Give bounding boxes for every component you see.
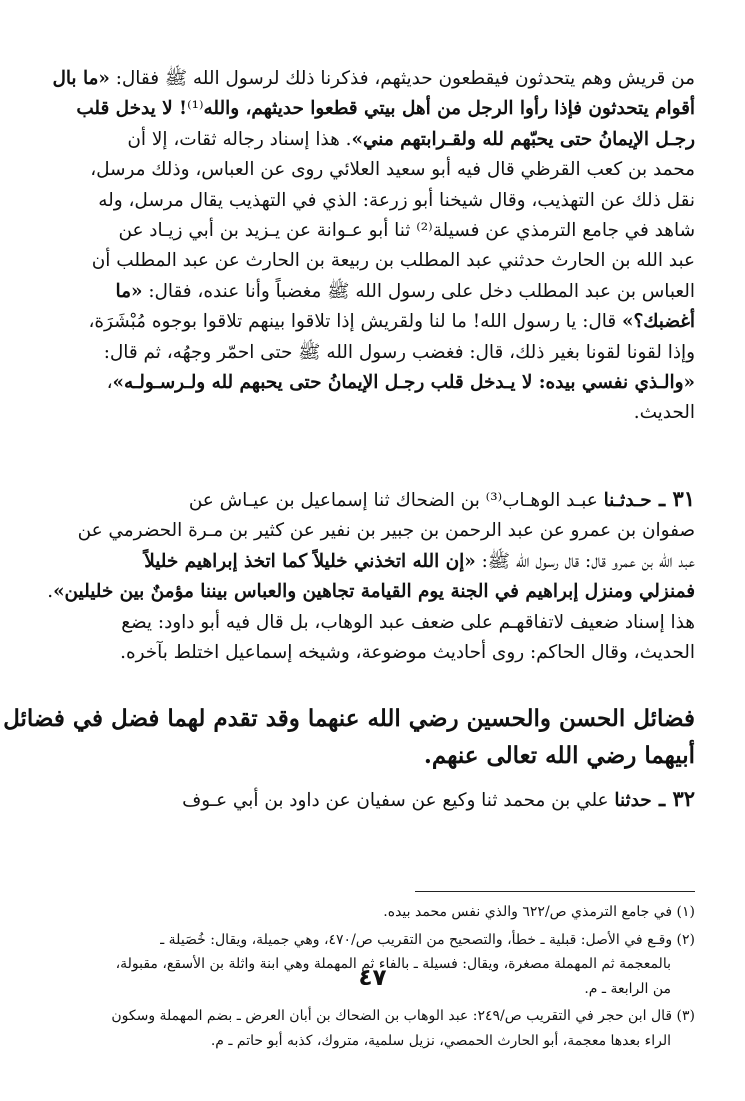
- text-line: [70, 216, 695, 246]
- section-heading: [3, 700, 695, 774]
- text-line: [70, 516, 695, 546]
- text-segment: .: [47, 581, 54, 603]
- text-segment: هذا إسناد ضعيف لاتفاقهـم على ضعف عبد الوهاب، بل قال فيه أبو داود: يضع: [121, 611, 695, 633]
- text-segment: من قريش وهم يتحدثون فيقطعون حديثهم، فذكرنا ذلك لرسول الله ﷺ فقال:: [109, 68, 695, 89]
- footnote-line: (٢) وقـع في الأصل: قبلية ـ خطأ، والتصحيح من التقريب ص/٤٧٠، وهي جميلة، ويقال: خُصَيلة ـ: [160, 931, 695, 948]
- heading-line-1: فضائل الحسن والحسين رضي الله عنهما وقد تقدم لهما فضل في فضائل: [3, 705, 695, 732]
- bold-text: فمنزلي ومنزل إبراهيم في الجنة يوم القيامة تجاهين والعباس بيننا مؤمنٌ بين خليلين»: [53, 581, 695, 603]
- text-segment: قال: يا رسول الله! ما لنا ولقريش إذا تلاقوا بينهم تلاقوا بوجوه مُبْشَرَة،: [88, 311, 623, 333]
- bold-text: حـدثـنا: [603, 490, 652, 511]
- text-segment: الحديث، وقال الحاكم: روى أحاديث موضوعة، وشيخه إسماعيل اختلط بآخره.: [120, 642, 695, 664]
- footnote-line: الراء بعدها معجمة، أبو الحارث الحمصي، نزيل سلمية، متروك، كذبه أبو حاتم ـ م.: [210, 1032, 671, 1049]
- hadith-number: ٣١ ـ: [651, 486, 695, 511]
- footnote-line: (١) في جامع الترمذي ص/٦٢٢ والذي نفس محمد بيده.: [383, 904, 695, 920]
- footnote: [70, 900, 695, 925]
- footnote-line: بالمعجمة ثم المهملة مصغرة، ويقال: فسيلة ـ بالفاء ثم المهملة وهي ابنة واثلة بن الأسقع، مقبولة،: [115, 956, 671, 972]
- text-segment: محمد بن كعب القرظي قال فيه أبو سعيد العلائي روى عن العباس، وذلك مرسل،: [90, 159, 695, 181]
- text-line: [70, 307, 695, 337]
- bold-text: «ما: [115, 280, 143, 302]
- bold-text: حدثنا: [614, 790, 652, 811]
- bold-text: أغضبك؟»: [622, 311, 695, 333]
- text-segment: علي بن محمد ثنا وكيع عن سفيان عن داود بن أبي عـوف: [182, 790, 615, 811]
- footnote-line: (٣) قال ابن حجر في التقريب ص/٢٤٩: عبد الوهاب بن الضحاك بن أبان العرض ـ بضم المهملة وسكون: [111, 1008, 695, 1024]
- text-segment: شاهد في جامع الترمذي عن فسيلة⁽²⁾ ثنا أبو عـوانة عن يـزيد بن أبي زيـاد عن: [118, 220, 695, 242]
- paragraph-hadith-30-continuation: [52, 64, 695, 429]
- page-number: ٤٧: [358, 965, 387, 991]
- hadith-number: ٣٢ ـ: [651, 786, 695, 811]
- footnote-divider: [415, 891, 695, 892]
- text-line: [70, 398, 695, 428]
- text-line: [47, 577, 695, 607]
- text-line: [70, 368, 695, 398]
- text-segment: وإذا لقونا لقونا بغير ذلك، قال: فغضب رسول الله ﷺ حتى احمّر وجهُه، ثم قال:: [103, 341, 695, 363]
- text-line: [52, 64, 695, 94]
- text-line: [70, 547, 695, 577]
- text-segment: ،: [106, 372, 113, 394]
- bold-text: «والـذي نفسي بيده: لا يـدخل قلب رجـل الإيمانُ حتى يحبهم لله ولـرسـولـه»: [112, 372, 695, 394]
- text-line: [70, 484, 695, 516]
- bold-text: «إن الله اتخذني خليلاً كما اتخذ إبراهيم خليلاً: [144, 550, 476, 572]
- bold-text: أقوام يتحدثون فإذا رأوا الرجل من أهل بيتي قطعوا حديثهم، والله: [203, 98, 695, 120]
- book-page: [3, 64, 695, 1101]
- footnote: [70, 1004, 695, 1053]
- paragraph-hadith-32: [70, 784, 695, 816]
- text-segment: الحديث.: [633, 402, 695, 424]
- text-line: [70, 608, 695, 638]
- text-segment: العباس بن عبد المطلب دخل على رسول الله ﷺ مغضباً وأنا عنده، فقال:: [142, 280, 695, 302]
- text-segment: . هذا إسناد رجاله ثقات، إلا أن: [127, 128, 352, 150]
- text-line: [70, 155, 695, 185]
- footnote-line: من الرابعة ـ م.: [584, 980, 671, 997]
- text-line: [70, 638, 695, 668]
- text-line: [70, 277, 695, 307]
- text-segment: عبد الله بن الحارث حدثني عبد المطلب بن ربيعة بن الحارث عن عبد المطلب أن: [91, 250, 695, 272]
- text-segment: صفوان بن عمرو عن عبد الرحمن بن جبير بن نفير عن كثير بن مـرة الحضرمي عن: [77, 520, 695, 542]
- bold-text: ! لا يدخل قلب: [76, 98, 188, 120]
- bold-text: «ما بال: [52, 68, 110, 89]
- text-line: [70, 246, 695, 276]
- paragraph-hadith-31: [47, 484, 695, 668]
- text-line: [70, 338, 695, 368]
- text-line: [70, 186, 695, 216]
- text-segment: عبد الله بن عمرو قال: قال رسول الله ﷺ:: [475, 550, 695, 572]
- text-line: [70, 784, 695, 816]
- heading-line-2: أبيهما رضي الله تعالى عنهم.: [423, 742, 695, 769]
- text-segment: ⁽¹⁾: [187, 98, 204, 120]
- bold-text: رجـل الإيمانُ حتى يحبّهم لله ولقـرابتهم مني»: [351, 128, 695, 150]
- text-line: [70, 94, 695, 124]
- text-segment: عبـد الوهـاب⁽³⁾ بن الضحاك ثنا إسماعيل بن عيـاش عن: [188, 490, 604, 511]
- text-segment: نقل ذلك عن التهذيب، وقال شيخنا أبو زرعة: الذي في التهذيب يقال مرسل، وله: [98, 189, 695, 211]
- text-line: [70, 125, 695, 155]
